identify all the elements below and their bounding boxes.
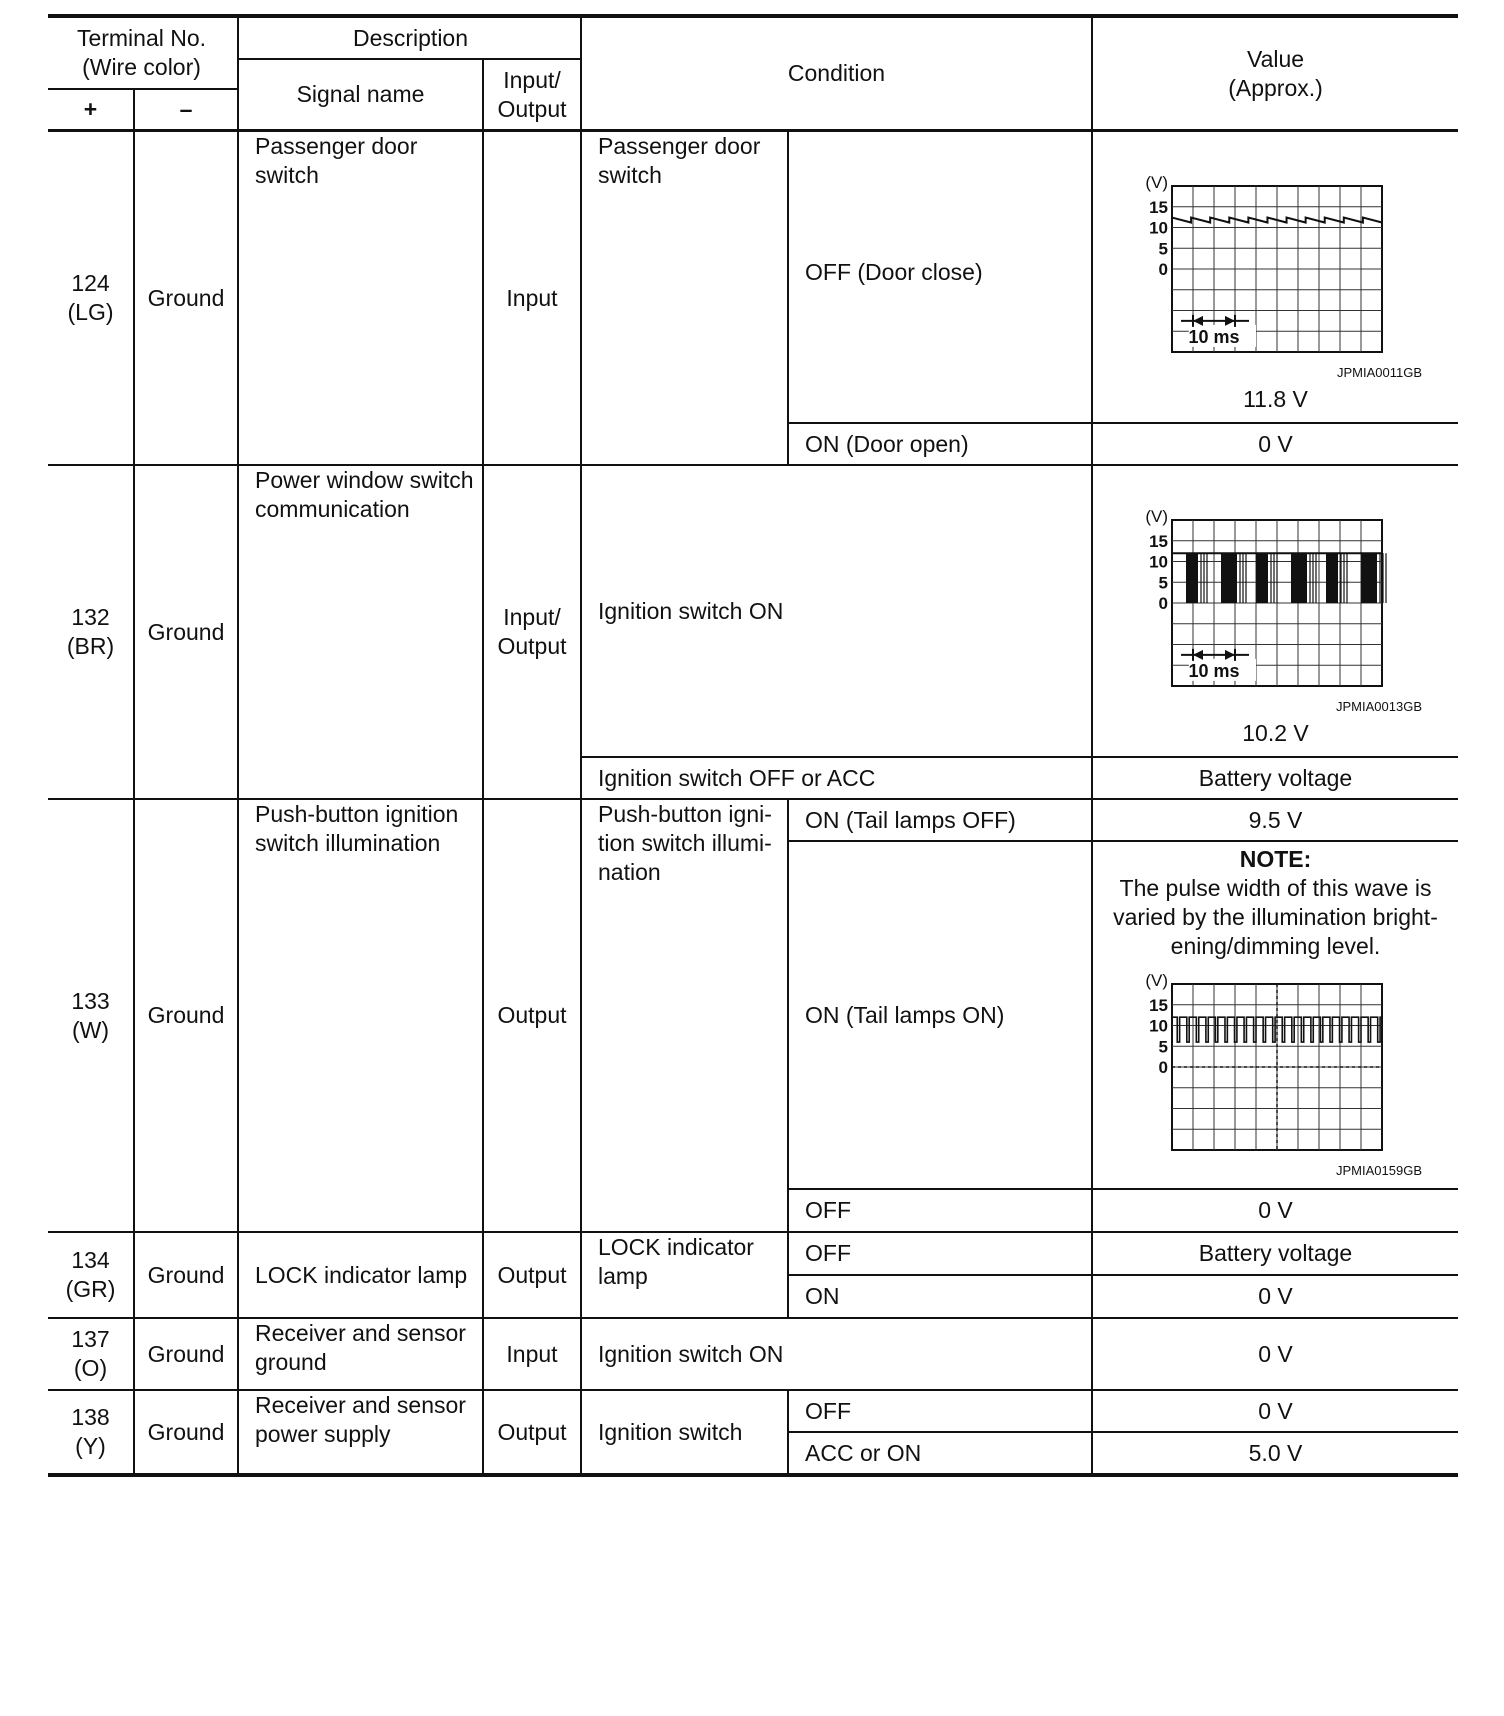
condition-state: OFF [805, 1240, 851, 1266]
terminal-no: 134 [71, 1247, 110, 1273]
condition-state: ON [805, 1283, 840, 1309]
condition-line2: switch [598, 162, 662, 188]
note-line2: varied by the illumination bright- [1113, 904, 1438, 930]
note [1093, 845, 1458, 963]
note-title: NOTE: [1239, 846, 1312, 872]
wire-color: (BR) [66, 633, 115, 659]
value: 0 V [1258, 430, 1293, 457]
signal-name [239, 466, 482, 798]
figure-code: JPMIA0159GB [1336, 1163, 1422, 1178]
header-terminal-label: Terminal No. [76, 25, 207, 51]
ground-terminal: Ground [147, 1340, 225, 1367]
terminal-no: 132 [71, 604, 110, 630]
signal-line2: switch [255, 162, 319, 188]
burst-block [1186, 553, 1198, 603]
terminal-number [48, 800, 133, 1231]
signal-line2: switch illumination [255, 830, 441, 856]
value: 5.0 V [1248, 1439, 1303, 1466]
y-tick-label: 15 [1149, 995, 1168, 1015]
header-io-line1: Input/ [503, 66, 561, 93]
io-type: Input [506, 1340, 558, 1367]
ground-terminal: Ground [147, 284, 225, 311]
wire-color: (O) [73, 1355, 108, 1381]
value: 11.8 V [1243, 385, 1308, 412]
signal-line2: communication [255, 496, 410, 522]
burst-block [1326, 553, 1338, 603]
y-tick-label: 0 [1158, 594, 1168, 613]
io-type: Output [497, 1002, 567, 1028]
condition-line2: lamp [598, 1263, 648, 1289]
condition-line2: tion switch illumi- [598, 830, 772, 856]
terminal-number [48, 466, 133, 798]
signal-name [239, 800, 482, 1231]
timebase-label: 10 ms [1188, 660, 1240, 681]
y-tick-label: 5 [1158, 239, 1168, 259]
condition-state: OFF [805, 1397, 851, 1424]
header-input-output [484, 60, 580, 129]
header-plus: + [83, 96, 98, 122]
condition-state: ACC or ON [805, 1439, 922, 1466]
figure-code: JPMIA0011GB [1336, 365, 1422, 380]
wire-color: (W) [71, 1016, 110, 1043]
terminal-no: 133 [71, 987, 110, 1014]
terminal-no: 138 [71, 1404, 110, 1430]
burst-block [1291, 553, 1307, 603]
signal-line2: ground [255, 1349, 327, 1375]
condition-state: ON (Tail lamps OFF) [805, 806, 1016, 833]
figure-code: JPMIA0013GB [1336, 699, 1422, 714]
condition [582, 800, 787, 1231]
io-type: Output [497, 1261, 567, 1288]
header-io-line2: Output [497, 95, 567, 122]
condition-line3: nation [598, 859, 661, 885]
unit-label: (V) [1145, 971, 1168, 990]
condition-line1: Push-button igni- [598, 801, 772, 827]
value: 0 V [1258, 1197, 1293, 1223]
value: 0 V [1258, 1340, 1293, 1367]
value: 0 V [1258, 1397, 1293, 1424]
ground-terminal: Ground [147, 1002, 225, 1028]
unit-label: (V) [1145, 507, 1168, 526]
waveform-chart [1132, 504, 1392, 694]
unit-label: (V) [1145, 173, 1168, 192]
burst-block [1221, 553, 1237, 603]
value: 10.2 V [1242, 719, 1309, 746]
signal-line1: Receiver and sensor [255, 1392, 466, 1418]
condition-state: OFF [805, 1197, 851, 1223]
value: Battery voltage [1198, 1240, 1353, 1266]
condition: Ignition switch [598, 1418, 743, 1445]
y-tick-label: 0 [1158, 1058, 1168, 1077]
y-tick-label: 10 [1149, 218, 1168, 238]
wire-color: (GR) [65, 1276, 116, 1302]
condition-state: OFF (Door close) [805, 259, 983, 285]
terminal-number [48, 1319, 133, 1389]
y-tick-label: 5 [1158, 573, 1168, 593]
io-line2: Output [497, 633, 567, 659]
y-tick-label: 0 [1158, 260, 1168, 279]
y-tick-label: 10 [1149, 552, 1168, 572]
condition-state: ON (Door open) [805, 430, 969, 457]
table-bottom-border [48, 1473, 1458, 1477]
ground-terminal: Ground [147, 1418, 225, 1445]
y-tick-label: 10 [1149, 1016, 1168, 1036]
header-value-line2: (Approx.) [1228, 74, 1323, 101]
condition [582, 1233, 787, 1317]
terminal-number [48, 132, 133, 464]
header-wire-color-label: (Wire color) [82, 54, 201, 80]
header-condition: Condition [787, 60, 886, 86]
io-type: Output [497, 1418, 567, 1445]
waveform-chart [1132, 170, 1392, 360]
signal-name [239, 1319, 482, 1389]
header-value-line1: Value [1246, 45, 1305, 72]
ground-terminal: Ground [147, 618, 225, 645]
terminal-number [48, 1391, 133, 1473]
value: Battery voltage [1198, 764, 1353, 791]
signal-line1: Push-button ignition [255, 801, 459, 827]
signal-name: LOCK indicator lamp [255, 1261, 468, 1288]
signal-name [239, 132, 482, 464]
terminal-no: 124 [71, 270, 110, 296]
signal-line1: Receiver and sensor [255, 1320, 466, 1346]
wire-color: (LG) [67, 299, 114, 325]
timebase-label: 10 ms [1188, 326, 1240, 347]
signal-line1: Power window switch [255, 467, 474, 493]
header-minus: – [179, 96, 193, 122]
condition-state: Ignition switch ON [598, 597, 784, 624]
header-signal-name: Signal name [296, 81, 425, 107]
header-value [1093, 18, 1458, 129]
header-description: Description [352, 24, 469, 51]
y-tick-label: 15 [1149, 197, 1168, 217]
y-tick-label: 5 [1158, 1037, 1168, 1057]
condition-state: ON (Tail lamps ON) [805, 1001, 1005, 1028]
value: 0 V [1258, 1283, 1293, 1309]
signal-line1: Passenger door [255, 133, 418, 159]
condition-state: Ignition switch ON [598, 1340, 784, 1367]
note-line1: The pulse width of this wave is [1119, 875, 1432, 901]
ground-terminal: Ground [147, 1261, 225, 1288]
condition-line1: LOCK indicator [598, 1234, 754, 1260]
note-line3: ening/dimming level. [1170, 933, 1381, 959]
terminal-number [48, 1233, 133, 1317]
value: 9.5 V [1248, 806, 1303, 833]
condition [582, 132, 787, 464]
terminal-no: 137 [71, 1326, 110, 1352]
io-line1: Input/ [503, 604, 561, 630]
condition-state: Ignition switch OFF or ACC [598, 764, 876, 791]
waveform-chart [1132, 968, 1392, 1158]
signal-name [239, 1391, 482, 1473]
io-type: Input [506, 284, 558, 311]
io-type [484, 466, 580, 798]
header-terminal-no [48, 18, 235, 88]
condition-line1: Passenger door [598, 133, 761, 159]
signal-line2: power supply [255, 1421, 391, 1447]
burst-block [1361, 553, 1377, 603]
y-tick-label: 15 [1149, 531, 1168, 551]
wire-color: (Y) [75, 1433, 106, 1459]
burst-block [1256, 553, 1268, 603]
